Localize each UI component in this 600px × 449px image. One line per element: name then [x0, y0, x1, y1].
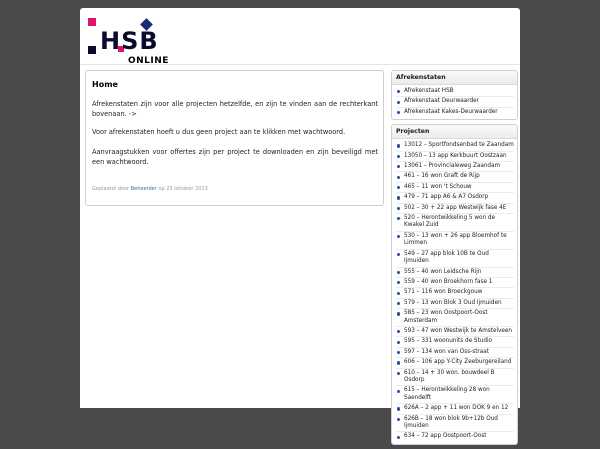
- logo-text: HSB: [100, 27, 159, 55]
- intro-paragraph-1: Afrekenstaten zijn voor alle projecten hetzelfde, en zijn te vinden aan de rechterkant bovenaan. ->: [92, 100, 378, 118]
- projecten-list: [392, 139, 517, 444]
- project-link[interactable]: 595 – 331 woonunits de Studio: [396, 337, 514, 347]
- project-link[interactable]: 479 – 71 app A6 & A7 Osdorp: [396, 193, 514, 203]
- widget-afrekenstaten: [391, 70, 518, 120]
- project-link[interactable]: 579 – 13 won Blok 3 Oud Ijmuiden: [396, 299, 514, 309]
- project-link[interactable]: 530 – 13 won + 26 app Bloemhof te Limmen: [396, 232, 514, 250]
- logo-subtitle: ONLINE: [128, 56, 169, 66]
- site-logo[interactable]: [86, 16, 176, 66]
- page-container: [80, 8, 520, 440]
- project-link[interactable]: 615 – Herontwikkeling 28 won Saendelft: [396, 386, 514, 404]
- logo-square-pink: [88, 18, 96, 26]
- project-link[interactable]: 465 – 11 won 't Schouw: [396, 183, 514, 193]
- widget-projecten: [391, 124, 518, 445]
- page-title: Home: [92, 80, 118, 89]
- site-header: [80, 8, 520, 65]
- project-link[interactable]: 571 – 116 won Broeckgouw: [396, 288, 514, 298]
- afrekenstaat-link[interactable]: Afrekenstaat HSB: [396, 87, 514, 97]
- widget-title-afrekenstaten: Afrekenstaten: [392, 71, 517, 85]
- sidebar: [391, 70, 518, 449]
- project-link[interactable]: 13050 – 13 app Kerkbuurt Oostzaan: [396, 152, 514, 162]
- project-link[interactable]: 597 – 134 won van Oss-straat: [396, 348, 514, 358]
- project-link[interactable]: 626B – 18 won blok 9b+12b Oud Ijmuiden: [396, 415, 514, 433]
- project-link[interactable]: 626A – 2 app + 11 won DOK 9 en 12: [396, 404, 514, 414]
- logo-square-navy: [88, 46, 96, 54]
- project-link[interactable]: 502 – 30 + 22 app Westwijk fase 4E: [396, 204, 514, 214]
- widget-title-projecten: Projecten: [392, 125, 517, 139]
- project-link[interactable]: 13061 – Provincialeweg Zaandam: [396, 162, 514, 172]
- afrekenstaten-list: [392, 85, 517, 119]
- project-link[interactable]: 585 – 23 won Oostpoort-Oost Amsterdam: [396, 309, 514, 327]
- afrekenstaat-link[interactable]: Afrekenstaat Deurwaarder: [396, 97, 514, 107]
- project-link[interactable]: 610 – 14 + 30 won. bouwdeel B Osdorp: [396, 369, 514, 387]
- intro-paragraph-2: Voor afrekenstaten hoeft u dus geen project aan te klikken met wachtwoord.: [92, 128, 346, 136]
- project-link[interactable]: 520 – Herontwikkeling 5 won de Kwakel Zuid: [396, 214, 514, 232]
- project-link[interactable]: 559 – 40 won Broekhorn fase 1: [396, 278, 514, 288]
- meta-prefix: Geplaatst door: [92, 186, 130, 192]
- project-link[interactable]: 555 – 40 won Leidsche Rijn: [396, 268, 514, 278]
- project-link[interactable]: 13012 – Sportfondsenbad te Zaandam: [396, 141, 514, 151]
- project-link[interactable]: 606 – 106 app Y-City Zeeburgereiland: [396, 358, 514, 368]
- meta-author-link[interactable]: Beheerder: [130, 186, 157, 192]
- project-link[interactable]: 549 – 27 app blok 10B te Oud Ijmuiden: [396, 250, 514, 268]
- project-link[interactable]: 461 – 16 won Graft de Rijp: [396, 172, 514, 182]
- intro-paragraph-3: Aanvraagstukken voor offertes zijn per project te downloaden en zijn beveiligd met een wachtwoord.: [92, 148, 378, 166]
- afrekenstaat-link[interactable]: Afrekenstaat Kakes-Deurwaarder: [396, 108, 514, 117]
- project-link[interactable]: 634 – 72 app Oostpoort-Oost: [396, 432, 514, 441]
- project-link[interactable]: 593 – 47 won Westwijk te Amstelveen: [396, 327, 514, 337]
- main-content: [85, 70, 384, 206]
- post-meta: [92, 186, 208, 192]
- meta-date: op 23 oktober 2013: [158, 186, 208, 192]
